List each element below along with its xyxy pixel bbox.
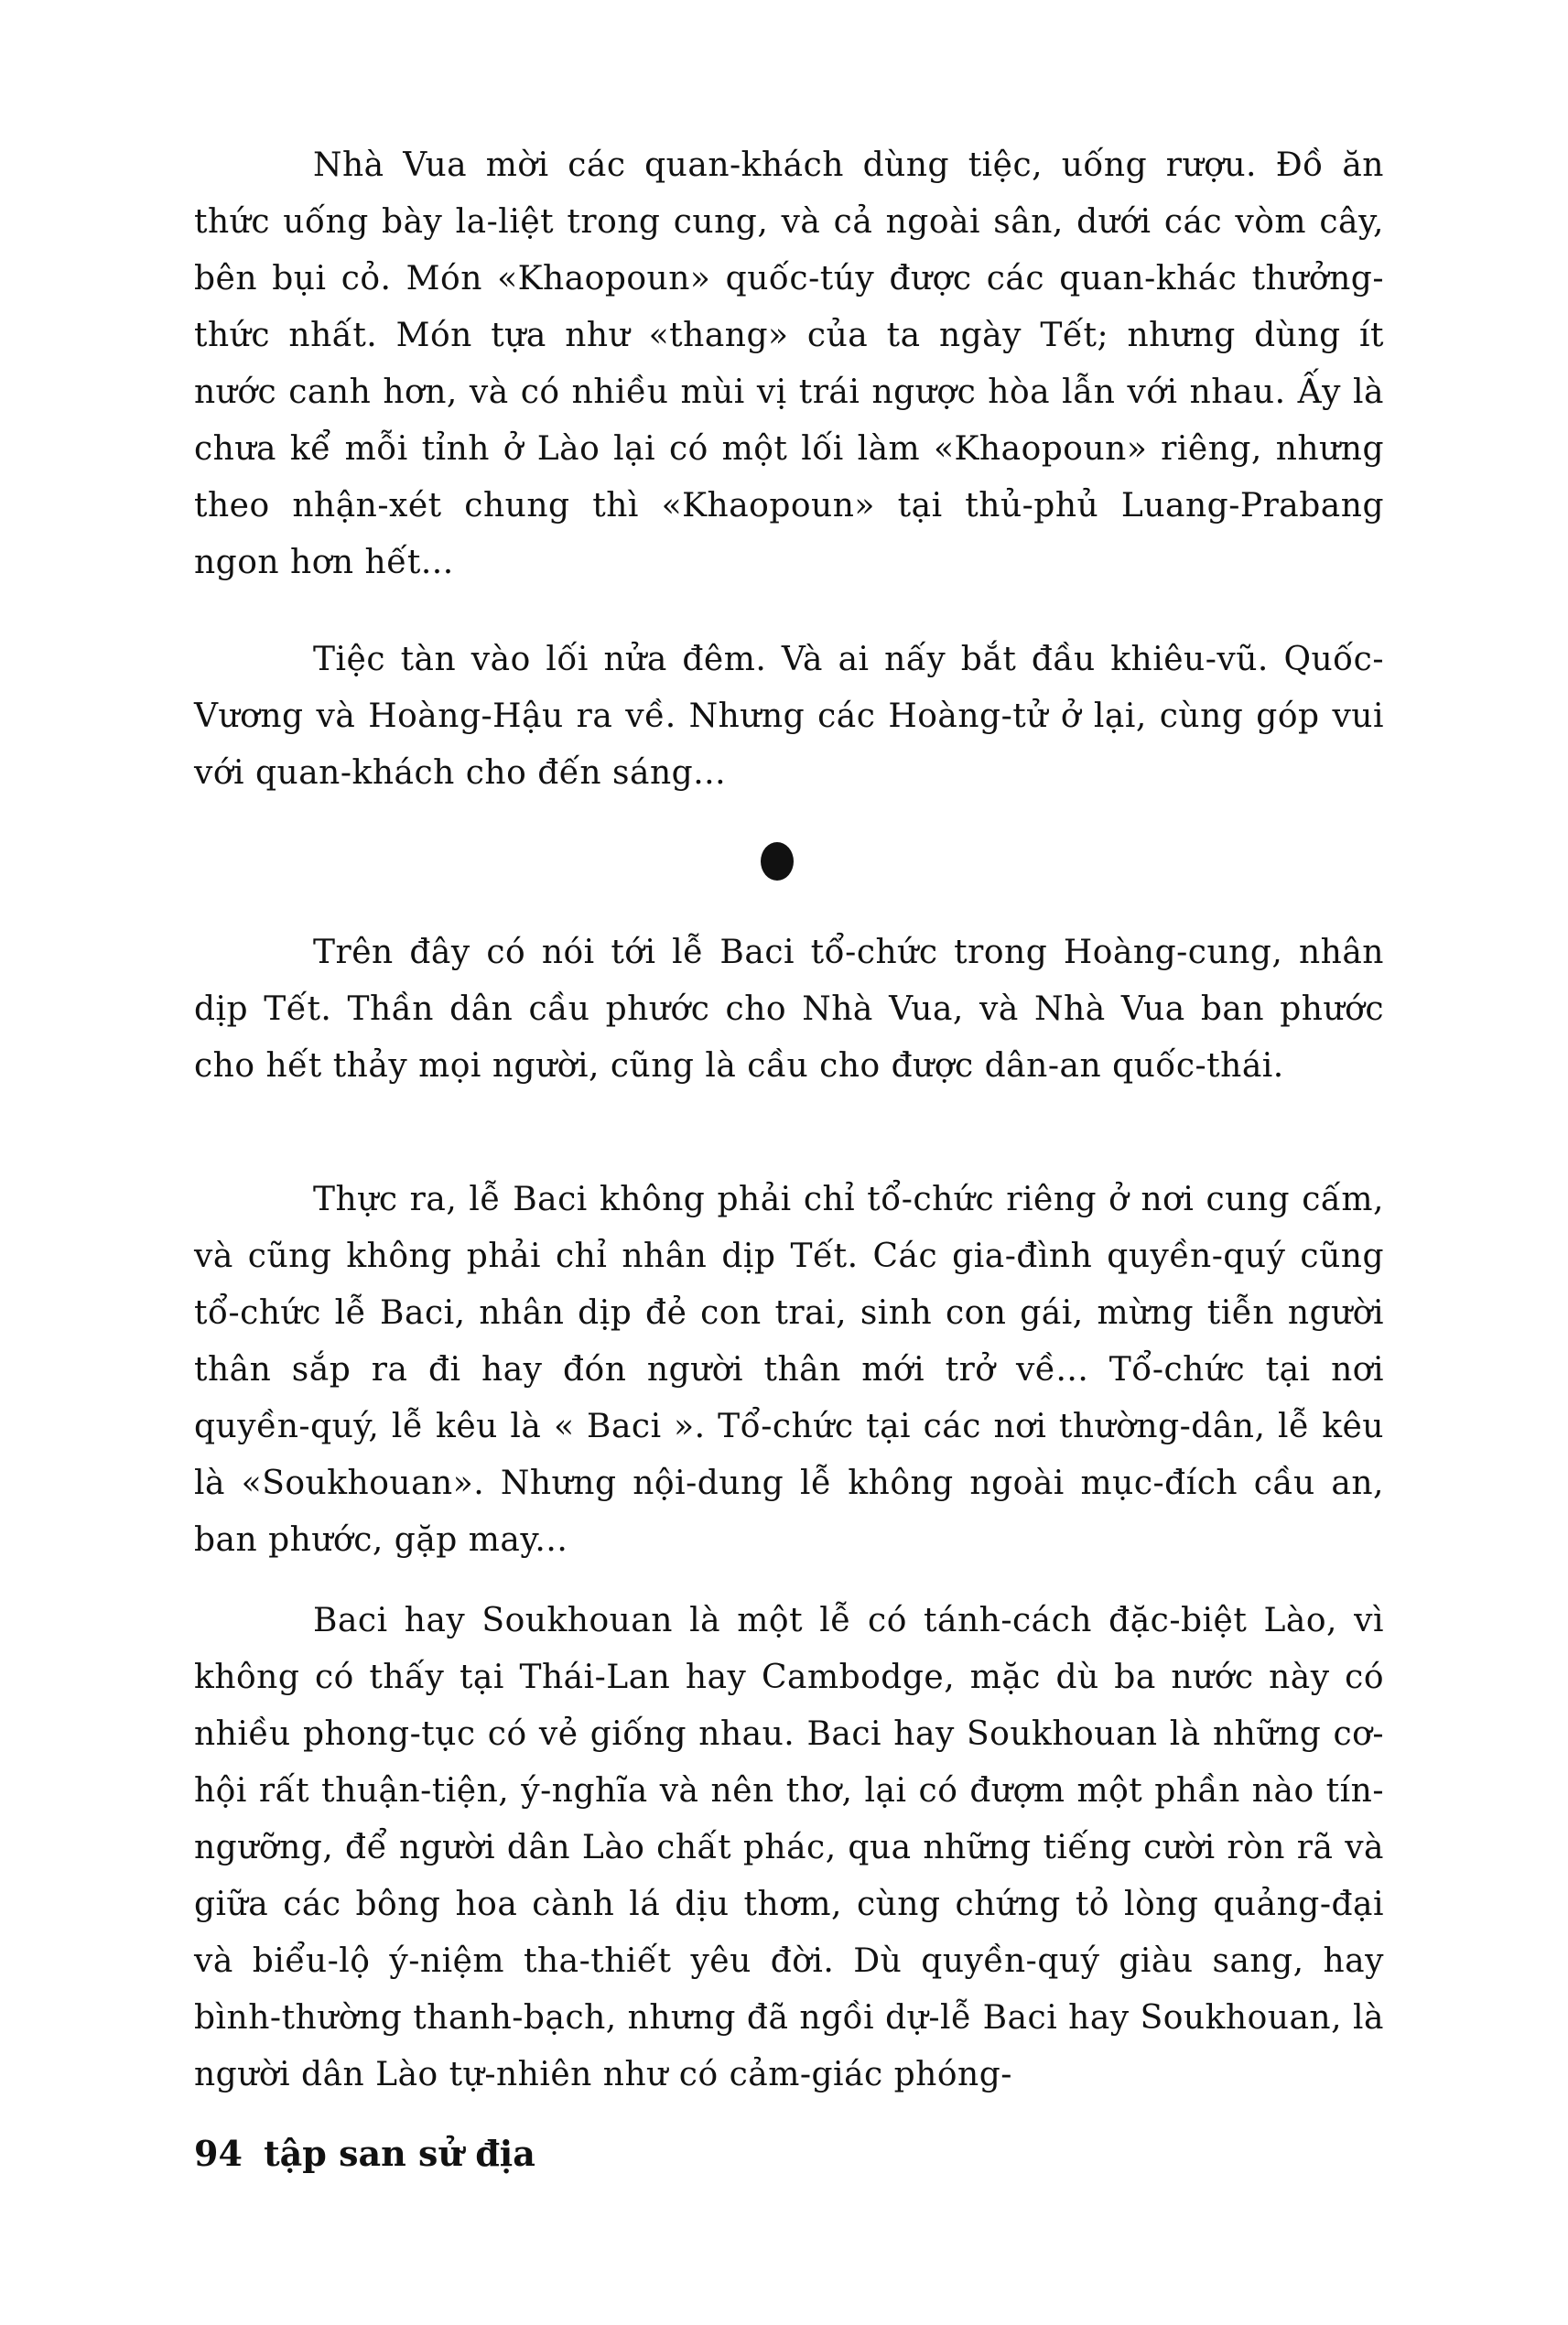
page-number: 94: [194, 2133, 243, 2174]
page-footer: [194, 2133, 535, 2174]
publication-title: tập san sử địa: [264, 2133, 535, 2174]
paragraph-baci-soukhouan: [194, 1593, 1384, 2103]
paragraph-text: Trên đây có nói tới lễ Baci tổ-chức trong Hoàng-cung, nhân dịp Tết. Thần dân cầu phước cho Nhà Vua, và Nhà Vua ban phước cho hết thảy mọi người, cũng là cầu cho được dân-an quốc-thái.: [194, 934, 1384, 1085]
paragraph-baci-palace: [194, 925, 1384, 1095]
paragraph-feast-end: [194, 632, 1384, 802]
paragraph-text: Nhà Vua mời các quan-khách dùng tiệc, uống rượu. Đồ ăn thức uống bày la-liệt trong cung, và cả ngoài sân, dưới các vòm cây, bên bụi cỏ. Món «Khaopoun» quốc-túy được các quan-khác thưởng-thức nhất. Món tựa như «thang» của ta ngày Tết; nhưng dùng ít nước canh hơn, và có nhiều mùi vị trái ngược hòa lẫn với nhau. Ấy là chưa kể mỗi tỉnh ở Lào lại có một lối làm «Khaopoun» riêng, nhưng theo nhận-xét chung thì «Khaopoun» tại thủ-phủ Luang-Prabang ngon hơn hết...: [194, 146, 1384, 581]
section-separator-bullet-icon: [761, 842, 794, 881]
paragraph-banquet: [194, 137, 1384, 591]
paragraph-text: Thực ra, lễ Baci không phải chỉ tổ-chức riêng ở nơi cung cấm, và cũng không phải chỉ nhân dịp Tết. Các gia-đình quyền-quý cũng tổ-chức lễ Baci, nhân dịp đẻ con trai, sinh con gái, mừng tiễn người thân sắp ra đi hay đón người thân mới trở về... Tổ-chức tại nơi quyền-quý, lễ kêu là « Baci ». Tổ-chức tại các nơi thường-dân, lễ kêu là «Soukhouan». Nhưng nội-dung lễ không ngoài mục-đích cầu an, ban phước, gặp may...: [194, 1181, 1384, 1559]
paragraph-text: Baci hay Soukhouan là một lễ có tánh-cách đặc-biệt Lào, vì không có thấy tại Thái-Lan hay Cambodge, mặc dù ba nước này có nhiều phong-tục có vẻ giống nhau. Baci hay Soukhouan là những cơ-hội rất thuận-tiện, ý-nghĩa và nên thơ, lại có đượm một phần nào tín-ngưỡng, để người dân Lào chất phác, qua những tiếng cười ròn rã và giữa các bông hoa cành lá dịu thơm, cùng chứng tỏ lòng quảng-đại và biểu-lộ ý-niệm tha-thiết yêu đời. Dù quyền-quý giàu sang, hay bình-thường thanh-bạch, nhưng đã ngồi dự-lễ Baci hay Soukhouan, là người dân Lào tự-nhiên như có cảm-giác phóng-: [194, 1602, 1384, 2093]
paragraph-baci-families: [194, 1172, 1384, 1569]
paragraph-text: Tiệc tàn vào lối nửa đêm. Và ai nấy bắt đầu khiêu-vũ. Quốc-Vương và Hoàng-Hậu ra về. Nhưng các Hoàng-tử ở lại, cùng góp vui với quan-khách cho đến sáng...: [194, 641, 1384, 792]
